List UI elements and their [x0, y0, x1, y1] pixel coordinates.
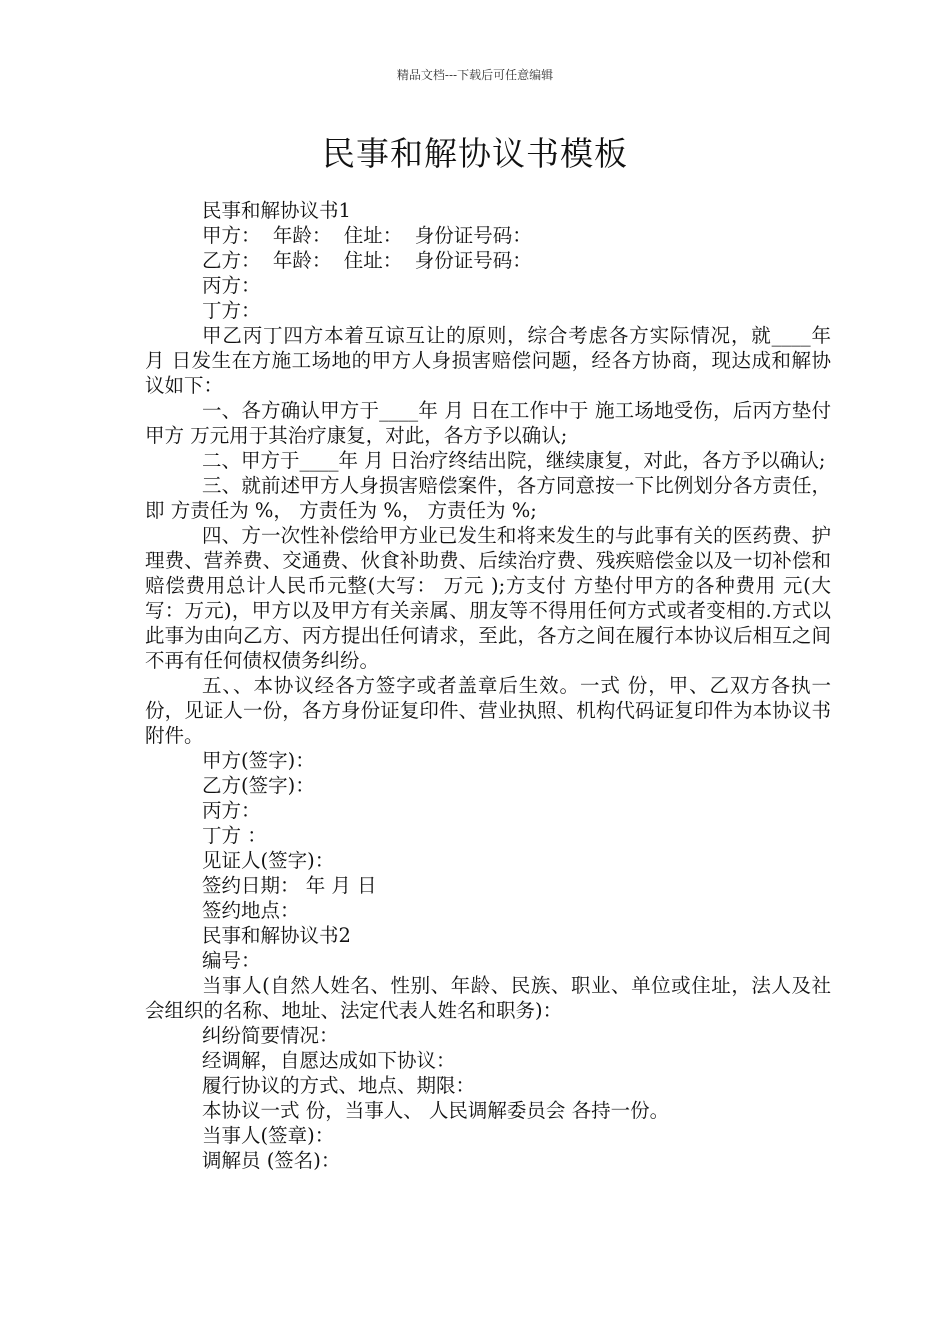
- clause-3: 三、就前述甲方人身损害赔偿案件，各方同意按一下比例划分各方责任，即 方责任为 %， 方责任为 %， 方责任为 %;: [145, 474, 831, 522]
- copies-statement: 本协议一式 份，当事人、 人民调解委员会 各持一份。: [202, 1099, 670, 1122]
- party-b-line: 乙方： 年龄： 住址： 身份证号码：: [202, 249, 532, 272]
- parties-description: 当事人(自然人姓名、性别、年龄、民族、职业、单位或住址，法人及社会组织的名称、地址、法定代表人姓名和职务)：: [145, 974, 831, 1022]
- signature-party-d: 丁方 ：: [202, 824, 267, 847]
- clause-1: 一、各方确认甲方于____年 月 日在工作中于 施工场地受伤，后丙方垫付甲方 万元用于其治疗康复，对此，各方予以确认;: [145, 399, 831, 447]
- document-number: 编号：: [202, 949, 261, 972]
- dispute-summary: 纠纷简要情况：: [202, 1024, 339, 1047]
- party-signature: 当事人(签章)：: [202, 1124, 335, 1147]
- signing-date: 签约日期： 年 月 日: [202, 874, 377, 897]
- party-a-line: 甲方： 年龄： 住址： 身份证号码：: [202, 224, 532, 247]
- section-heading-1: 民事和解协议书1: [202, 199, 351, 222]
- signature-witness: 见证人(签字)：: [202, 849, 335, 872]
- party-c-line: 丙方：: [202, 274, 261, 297]
- document-title: 民事和解协议书模板: [322, 134, 628, 173]
- mediator-signature: 调解员 (签名)：: [202, 1149, 341, 1172]
- page-header: 精品文档---下载后可任意编辑: [396, 68, 554, 82]
- clause-2: 二、甲方于____年 月 日治疗终结出院，继续康复，对此，各方予以确认;: [202, 449, 826, 472]
- signing-place: 签约地点：: [202, 899, 300, 922]
- clause-4: 四、方一次性补偿给甲方业已发生和将来发生的与此事有关的医药费、护理费、营养费、交通费、伙食补助费、后续治疗费、残疾赔偿金以及一切补偿和赔偿费用总计人民币元整(大写： 万元 );方支付 方垫付甲方的各种费用 元(大写：万元)，甲方以及甲方有关亲属、朋友等不得用任何方式或者变相的.方式以此事为由向乙方、丙方提出任何请求，至此，各方之间在履行本协议后相互之间不再有任何债权债务纠纷。: [145, 524, 831, 672]
- signature-party-c: 丙方：: [202, 799, 261, 822]
- performance-terms: 履行协议的方式、地点、期限：: [202, 1074, 476, 1097]
- section-heading-2: 民事和解协议书2: [202, 924, 351, 947]
- party-d-line: 丁方：: [202, 299, 261, 322]
- document-body: [145, 198, 838, 1173]
- preamble-paragraph: 甲乙丙丁四方本着互谅互让的原则，综合考虑各方实际情况，就____年 月 日发生在方施工场地的甲方人身损害赔偿问题，经各方协商，现达成和解协议如下：: [145, 324, 838, 397]
- mediation-agreement: 经调解，自愿达成如下协议：: [202, 1049, 456, 1072]
- signature-party-b: 乙方(签字)：: [202, 774, 315, 797]
- clause-5: 五、、本协议经各方签字或者盖章后生效。一式 份，甲、乙双方各执一份，见证人一份，各方身份证复印件、营业执照、机构代码证复印件为本协议书附件。: [145, 674, 831, 747]
- signature-party-a: 甲方(签字)：: [202, 749, 315, 772]
